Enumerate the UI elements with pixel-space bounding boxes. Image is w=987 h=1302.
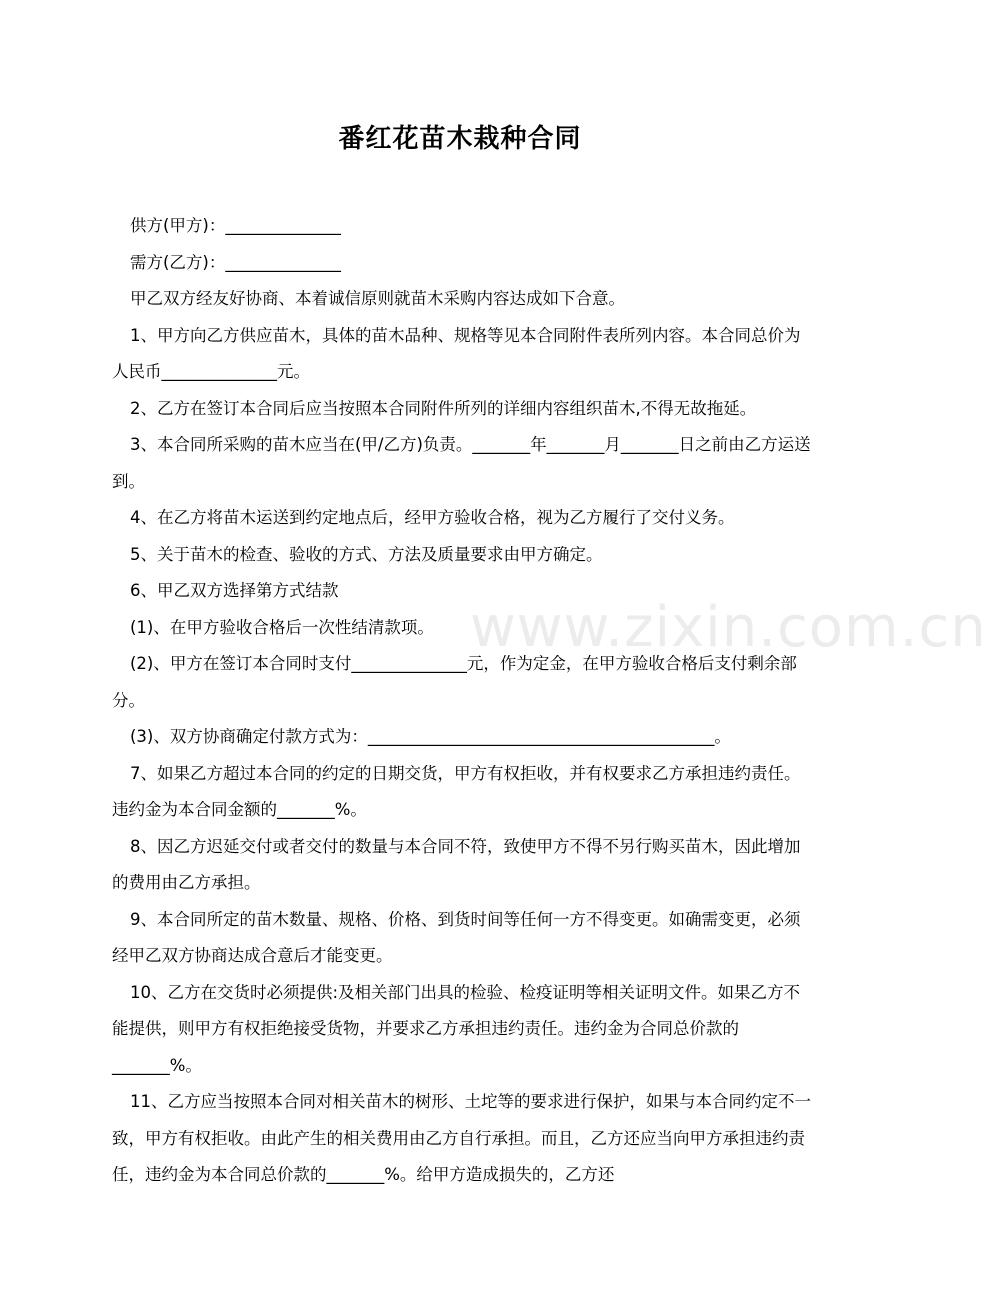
contract-body <box>112 208 812 1194</box>
clause-preamble: 甲乙双方经友好协商、本着诚信原则就苗木采购内容达成如下合意。 <box>130 289 625 308</box>
clause-8: 8、因乙方迟延交付或者交付的数量与本合同不符，致使甲方不得不另行购买苗木，因此增加的费用由乙方承担。 <box>112 836 801 892</box>
clause-supplier: 供方(甲方)：______________ <box>130 216 341 235</box>
document-title: 番红花苗木栽种合同 <box>338 124 582 154</box>
clause-9: 9、本合同所定的苗木数量、规格、价格、到货时间等任何一方不得变更。如确需变更，必须经甲乙双方协商达成合意后才能变更。 <box>112 909 801 965</box>
clause-7: 7、如果乙方超过本合同的约定的日期交货，甲方有权拒收，并有权要求乙方承担违约责任。违约金为本合同金额的_______%。 <box>112 763 801 819</box>
clause-4: 4、在乙方将苗木运送到约定地点后，经甲方验收合格，视为乙方履行了交付义务。 <box>130 508 735 527</box>
clause-3: 3、本合同所采购的苗木应当在(甲/乙方)负责。_______年_______月_______日之前由乙方运送到。 <box>112 435 811 491</box>
clause-11: 11、乙方应当按照本合同对相关苗木的树形、土坨等的要求进行保护，如果与本合同约定不一致，甲方有权拒收。由此产生的相关费用由乙方自行承担。而且，乙方还应当向甲方承担违约责任，违约金为本合同总价款的_______%。给甲方造成损失的，乙方还 <box>112 1092 811 1184</box>
clause-5: 5、关于苗木的检查、验收的方式、方法及质量要求由甲方确定。 <box>130 544 603 564</box>
clause-6-option-1: (1)、在甲方验收合格后一次性结清款项。 <box>130 617 434 637</box>
clause-buyer: 需方(乙方)：______________ <box>130 252 341 272</box>
clause-1: 1、甲方向乙方供应苗木，具体的苗木品种、规格等见本合同附件表所列内容。本合同总价为人民币______________元。 <box>112 325 801 381</box>
clause-6: 6、甲乙双方选择第方式结款 <box>130 581 339 600</box>
clause-6-option-2: (2)、甲方在签订本合同时支付______________元，作为定金，在甲方验收合格后支付剩余部分。 <box>112 654 797 710</box>
watermark: www.zixin.com.cn <box>470 595 987 660</box>
clause-10: 10、乙方在交货时必须提供:及相关部门出具的检验、检疫证明等相关证明文件。如果乙方不能提供，则甲方有权拒绝接受货物，并要求乙方承担违约责任。违约金为合同总价款的_______%。 <box>112 982 801 1075</box>
clause-2: 2、乙方在签订本合同后应当按照本合同附件所列的详细内容组织苗木,不得无故拖延。 <box>130 398 757 418</box>
clause-6-option-3: (3)、双方协商确定付款方式为：__________________________________________。 <box>130 727 731 746</box>
